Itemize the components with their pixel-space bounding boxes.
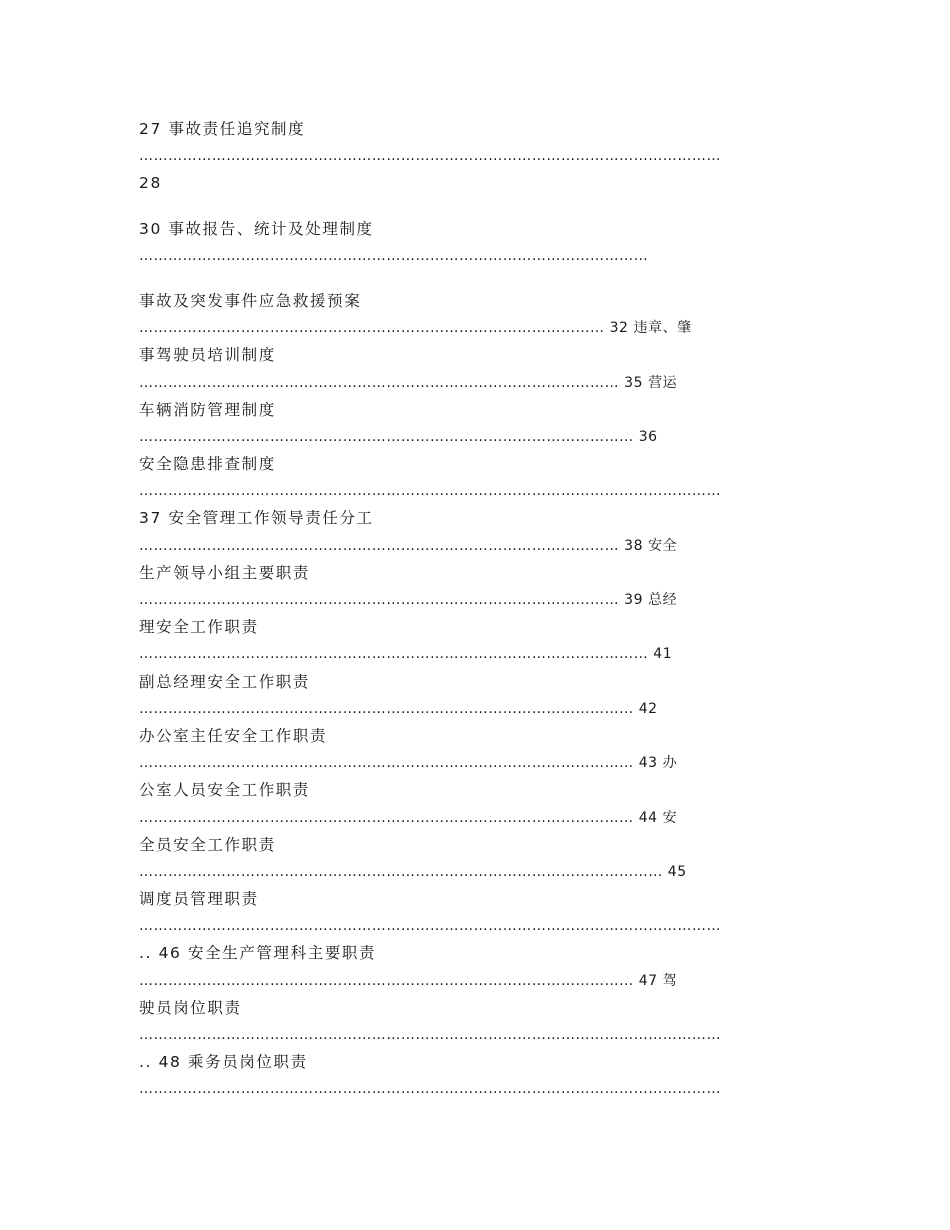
toc-leader: …………………………………………………………………………………………… 41: [139, 646, 673, 663]
toc-line: 理安全工作职责: [139, 618, 259, 637]
toc-leader: …………………………………………………………………………………………………………: [139, 148, 721, 165]
toc-leader: ……………………………………………………………………………………… 35 营运: [139, 374, 678, 391]
toc-leader: ………………………………………………………………………………………… 43 办: [139, 755, 678, 772]
toc-line: 37 安全管理工作领导责任分工: [139, 509, 374, 528]
toc-line: 驶员岗位职责: [139, 998, 242, 1017]
toc-line: 公室人员安全工作职责: [139, 781, 311, 800]
toc-line: 调度员管理职责: [139, 890, 259, 909]
toc-line: 事故及突发事件应急救援预案: [139, 291, 362, 310]
toc-line: 27 事故责任追究制度: [139, 120, 306, 138]
toc-line: 办公室主任安全工作职责: [139, 726, 328, 745]
toc-line: 30 事故报告、统计及处理制度: [139, 219, 374, 238]
toc-leader: ………………………………………………………………………………………… 47 驾: [139, 972, 678, 989]
toc-line: 副总经理安全工作职责: [139, 672, 311, 691]
toc-leader: ………………………………………………………………………………………… 42: [139, 700, 658, 717]
toc-line: .. 48 乘务员岗位职责: [139, 1053, 308, 1072]
toc-leader: ……………………………………………………………………………………………… 45: [139, 863, 687, 880]
toc-leader: …………………………………………………………………………………… 32 违章、肇: [139, 320, 692, 337]
toc-line: 28: [139, 174, 162, 193]
toc-line: 生产领导小组主要职责: [139, 563, 311, 582]
toc-line: 安全隐患排查制度: [139, 455, 276, 474]
toc-leader: ………………………………………………………………………………………… 44 安: [139, 809, 678, 826]
spacer: [139, 198, 811, 216]
table-of-contents: [139, 116, 811, 1104]
toc-line: 全员安全工作职责: [139, 835, 276, 854]
toc-leader: ………………………………………………………………………………………… 36: [139, 428, 658, 445]
toc-leader: ……………………………………………………………………………………… 39 总经: [139, 592, 678, 608]
toc-leader: ……………………………………………………………………………………………: [139, 247, 649, 264]
toc-line: .. 46 安全生产管理科主要职责: [139, 944, 377, 963]
toc-leader: …………………………………………………………………………………………………………: [139, 483, 721, 500]
toc-line: 车辆消防管理制度: [139, 400, 276, 419]
toc-leader: …………………………………………………………………………………………………………: [139, 1027, 721, 1043]
toc-leader: …………………………………………………………………………………………………………: [139, 918, 721, 935]
toc-leader: …………………………………………………………………………………………………………: [139, 1081, 721, 1098]
toc-line: 事驾驶员培训制度: [139, 346, 276, 365]
spacer: [139, 270, 811, 288]
toc-leader: ……………………………………………………………………………………… 38 安全: [139, 537, 678, 554]
